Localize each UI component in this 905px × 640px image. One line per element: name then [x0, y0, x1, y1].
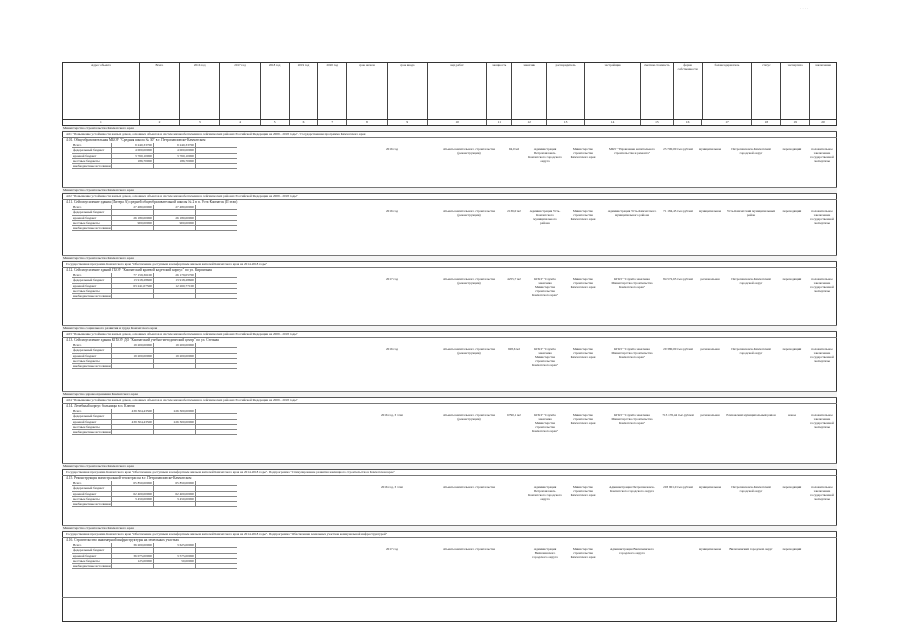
- manager-cell: Министерство строительства Камчатского края: [570, 148, 596, 159]
- customer-cell: Администрация Петропавловск-Камчатского городского округа: [528, 148, 562, 163]
- status-cell: переходящий: [782, 148, 802, 151]
- finance-year-value: 19 200,00000: [154, 354, 196, 358]
- finance-row: [72, 364, 237, 369]
- finance-year-value: 4 000,00000: [154, 148, 196, 152]
- finance-label: местные бюджеты: [72, 497, 112, 501]
- column-number: 20: [821, 120, 825, 124]
- finance-label: федеральный бюджет: [72, 210, 112, 214]
- finance-year-value: 9 240,33700: [154, 143, 196, 147]
- program-title: Государственная программа Камчатского края "Обеспечение доступным и комфортным жильем жителей Камчатского края на 2014-2018 годы". Подпрограмма "Обеспечение земельных участков коммунальной инфраструктурой": [62, 532, 837, 538]
- ownership-cell: муниципальная: [699, 548, 721, 551]
- ownership-cell: муниципальная: [699, 148, 721, 151]
- customer-cell: КГКУ "Служба заказчика Министерства строительства Камчатского края": [531, 348, 559, 367]
- finance-total: [112, 425, 154, 429]
- finance-total: [112, 414, 154, 418]
- finance-total: [112, 430, 154, 434]
- finance-total: 77 159,36100: [112, 273, 154, 277]
- finance-label: Всего: [72, 273, 112, 277]
- finance-year-value: 226 300,00000: [154, 409, 196, 413]
- capacity-cell: 6790,1 м2: [507, 414, 521, 417]
- conclusion-cell: положительное заключение государственной экспертизы: [810, 210, 834, 225]
- column-number: 17: [702, 120, 752, 125]
- ownership-cell: региональная: [700, 278, 720, 281]
- work-type-cell: объекты капитального строительства: [442, 486, 496, 489]
- finance-year-value: 62 400,00000: [154, 492, 196, 496]
- finance-row: [72, 226, 237, 231]
- year-cell: 2016 год: [386, 348, 398, 351]
- builder-cell: Администрация Вилючинского городского округа: [610, 548, 654, 555]
- finance-label: внебюджетные источники: [73, 294, 111, 299]
- finance-total: [112, 548, 154, 552]
- finance-label: местные бюджеты: [72, 559, 112, 563]
- finance-total: [112, 502, 154, 506]
- cost-cell: 713 176,44 тыс.рублей: [662, 414, 694, 417]
- finance-label: Всего: [72, 205, 112, 209]
- manager-cell: Министерство строительства Камчатского края: [570, 548, 596, 559]
- object-title: 4.15. Реконструкция магистральной теплотрассы в г. Петропавловске-Камчатском: [66, 476, 192, 480]
- builder-cell: Администрация Петропавловск-Камчатского городского округа: [609, 486, 655, 493]
- finance-total: [112, 210, 154, 214]
- ownership-cell: региональная: [700, 414, 720, 417]
- finance-label: федеральный бюджет: [72, 548, 112, 552]
- column-number: 7: [318, 120, 347, 125]
- cost-cell: 71 184,45 тыс.рублей: [663, 210, 693, 213]
- finance-table: [72, 343, 237, 369]
- ownership-cell: муниципальная: [699, 210, 721, 213]
- finance-label: местные бюджеты: [72, 221, 112, 225]
- column-number: 9: [388, 120, 428, 125]
- section-title: Министерство социального развития и труда Камчатского края: [62, 326, 837, 332]
- finance-row: [72, 294, 237, 299]
- corner-stamp-ink: · · · ·: [800, 6, 809, 11]
- column-number: 1: [63, 120, 140, 125]
- cost-cell: 29 380,00 тыс.рублей: [663, 348, 693, 351]
- manager-cell: Министерство строительства Камчатского края: [570, 210, 596, 221]
- finance-table: [72, 409, 237, 435]
- customer-cell: Администрация Усть-Камчатского муниципального района: [529, 210, 561, 225]
- finance-label: Всего: [72, 481, 112, 485]
- finance-label: внебюджетные источники: [73, 564, 111, 569]
- conclusion-cell: положительное заключение государственной экспертизы: [810, 148, 834, 163]
- finance-total: 13 918,28600: [112, 278, 154, 282]
- year-cell: 2016 год, 3 этап: [380, 486, 404, 489]
- customer-cell: Администрация Вилючинского городского округа: [532, 548, 558, 559]
- section-block: [62, 392, 837, 464]
- finance-total: [112, 564, 154, 568]
- finance-label: внебюджетные источники: [73, 502, 111, 507]
- section-title: Министерство здравоохранения Камчатского края: [62, 392, 837, 398]
- finance-year-value: [154, 294, 196, 298]
- column-number: 6: [290, 120, 319, 125]
- year-cell: 2016 год: [386, 210, 398, 213]
- section-title: Министерство строительства Камчатского края: [62, 464, 837, 470]
- program-title: Государственная программа Камчатского края "Обеспечение доступным и комфортным жильем жителей Камчатского края на 2014-2018 годы". Подпрограмма "Стимулирование развития жилищного строительства в Камчатском крае": [62, 470, 837, 476]
- finance-label: Всего: [72, 143, 112, 147]
- status-cell: переходящий: [782, 548, 802, 551]
- header-cell: заказчик: [512, 63, 547, 119]
- cost-cell: 203 901,0 тыс.рублей: [663, 486, 693, 489]
- finance-total: [112, 289, 154, 293]
- manager-cell: Министерство строительства Камчатского края: [570, 278, 596, 289]
- work-type-cell: объекты капитального строительства (реконструкции): [442, 210, 496, 217]
- section-title: Министерство строительства Камчатского края: [62, 256, 837, 262]
- header-cell: форма собственности: [674, 63, 703, 119]
- finance-table: [72, 205, 237, 231]
- cost-cell: 25 700,00 тыс.рублей: [663, 148, 693, 151]
- holder-cell: Петропавловск-Камчатский городской округ: [731, 148, 771, 155]
- finance-total: [112, 359, 154, 363]
- finance-total: 125,00000: [112, 559, 154, 563]
- header-cell: мощность: [487, 63, 512, 119]
- column-number: 18: [752, 120, 781, 125]
- finance-total: [112, 294, 154, 298]
- finance-label: внебюджетные источники: [73, 164, 111, 169]
- finance-year-value: [154, 430, 196, 434]
- finance-year-value: [154, 425, 196, 429]
- work-type-cell: объекты капитального строительства (реконструкции): [442, 348, 496, 355]
- finance-total: 186,70000: [112, 159, 154, 163]
- finance-label: местные бюджеты: [72, 359, 112, 363]
- finance-label: Всего: [72, 543, 112, 547]
- finance-total: 3 450,00000: [112, 497, 154, 501]
- finance-year-value: [154, 564, 196, 568]
- finance-label: краевой бюджет: [72, 420, 112, 424]
- column-number: 10: [428, 120, 488, 125]
- finance-row: [72, 502, 237, 507]
- finance-label: краевой бюджет: [72, 554, 112, 558]
- header-cell: статус: [752, 63, 781, 119]
- finance-total: 65 850,00000: [112, 481, 154, 485]
- finance-total: 36 075,00000: [112, 554, 154, 558]
- header-cell: 2018 год: [261, 63, 290, 119]
- finance-year-value: 65 850,00000: [154, 481, 196, 485]
- header-cell: срок ввода: [388, 63, 428, 119]
- status-cell: переходящий: [782, 210, 802, 213]
- finance-total: 439 304,43500: [112, 409, 154, 413]
- finance-year-value: 3 450,00000: [154, 497, 196, 501]
- finance-year-value: 900,00000: [154, 221, 196, 225]
- ownership-cell: региональная: [700, 348, 720, 351]
- status-cell: переходящий: [782, 348, 802, 351]
- finance-table: [72, 143, 237, 169]
- holder-cell: Вилючинский городской округ: [729, 548, 773, 551]
- capacity-cell: 4255,7 м2: [507, 278, 521, 281]
- column-number: 14: [585, 120, 641, 125]
- conclusion-cell: положительное заключение государственной экспертизы: [810, 278, 834, 293]
- finance-year-value: 3 625,00000: [154, 543, 196, 547]
- builder-cell: КГКУ "Служба заказчика Министерства строительства Камчатского края": [611, 278, 653, 289]
- year-cell: 2016 год: [386, 148, 398, 151]
- ownership-cell: муниципальная: [699, 486, 721, 489]
- column-number: 19: [781, 120, 810, 125]
- object-title: 4.14. Лечебный корпус больницы в п. Ключи: [66, 404, 135, 408]
- year-cell: 2017 год: [386, 548, 398, 551]
- header-cell: застройщик: [585, 63, 641, 119]
- finance-year-value: [154, 210, 196, 214]
- finance-total: 9 240,33700: [112, 143, 154, 147]
- finance-year-value: 186,70000: [154, 159, 196, 163]
- header-cell: 2020 год: [318, 63, 347, 119]
- finance-total: 36 200,00000: [112, 543, 154, 547]
- builder-cell: КГКУ "Служба заказчика Министерства строительства Камчатского края": [611, 414, 653, 425]
- finance-label: федеральный бюджет: [72, 414, 112, 418]
- finance-row: [72, 564, 237, 569]
- finance-year-value: [154, 359, 196, 363]
- column-number: 11: [487, 120, 512, 125]
- finance-year-value: 19 200,00000: [154, 343, 196, 347]
- section-block: [62, 326, 837, 392]
- finance-table: [72, 543, 237, 569]
- object-title: 4.01. Общеобразовательная МБОУ "Средняя школа № 30" в г. Петропавловске-Камчатском: [66, 138, 206, 142]
- finance-year-value: [154, 502, 196, 506]
- manager-cell: Министерство строительства Камчатского края: [570, 414, 596, 425]
- finance-total: 63 241,07500: [112, 284, 154, 288]
- finance-year-value: [154, 486, 196, 490]
- finance-table: [72, 481, 237, 507]
- customer-cell: КГКУ "Служба заказчика Министерства строительства Камчатского края": [531, 414, 559, 433]
- holder-cell: Петропавловск-Камчатский городской округ: [731, 486, 771, 493]
- header-cell: 2016 год: [180, 63, 220, 119]
- column-number: 4: [220, 120, 260, 125]
- customer-cell: Администрация Петропавловск-Камчатского городского округа: [528, 486, 562, 501]
- finance-total: 19 200,00000: [112, 354, 154, 358]
- work-type-cell: объекты капитального строительства (реконструкции): [442, 148, 496, 155]
- header-cell: распорядитель: [547, 63, 585, 119]
- finance-total: [112, 486, 154, 490]
- section-block: [62, 464, 837, 526]
- object-title: 4.13. Сейсмоусиление здания КГБОУ ДО "Камчатский учебно-методический центр" по ул. Степная: [66, 338, 219, 342]
- finance-label: краевой бюджет: [72, 492, 112, 496]
- finance-year-value: [154, 348, 196, 352]
- finance-total: 62 400,00000: [112, 492, 154, 496]
- manager-cell: Министерство строительства Камчатского края: [570, 486, 596, 497]
- finance-year-value: [154, 226, 196, 230]
- finance-label: федеральный бюджет: [72, 486, 112, 490]
- column-number: 16: [674, 120, 703, 125]
- status-cell: новое: [787, 414, 797, 417]
- finance-label: краевой бюджет: [72, 216, 112, 220]
- finance-label: краевой бюджет: [72, 284, 112, 288]
- finance-label: краевой бюджет: [72, 154, 112, 158]
- column-number: 12: [512, 120, 547, 125]
- cost-cell: 84 572,65 тыс.рублей: [663, 278, 693, 281]
- capacity-cell: 94,0 м2: [508, 148, 520, 151]
- finance-total: [112, 226, 154, 230]
- conclusion-cell: положительное заключение государственной экспертизы: [810, 414, 834, 429]
- finance-label: Всего: [72, 409, 112, 413]
- finance-year-value: 26 180,00000: [154, 216, 196, 220]
- object-title: 4.16. Строительство инженерной инфраструктуры на земельных участках: [66, 538, 180, 542]
- program-title: 4.02 "Повышение устойчивости жилых домов, основных объектов и систем жизнеобеспечения в сейсмических районах Российской Федерации на 2009 - 2018 годы": [62, 194, 837, 200]
- header-cell: 2017 год: [220, 63, 260, 119]
- finance-year-value: [154, 364, 196, 368]
- finance-total: 900,00000: [112, 221, 154, 225]
- finance-year-value: 26 179,05700: [154, 273, 196, 277]
- finance-year-value: [154, 414, 196, 418]
- column-number: 15: [641, 120, 674, 125]
- work-type-cell: объекты капитального строительства (реконструкции): [442, 278, 496, 285]
- finance-year-value: 3 575,00000: [154, 554, 196, 558]
- finance-row: [72, 430, 237, 435]
- finance-table: [72, 273, 237, 299]
- program-title: Государственная программа Камчатского края "Обеспечение доступным и комфортным жильем жителей Камчатского края на 2014-2018 годы": [62, 262, 837, 268]
- finance-year-value: 3 760,10000: [154, 154, 196, 158]
- builder-cell: Администрация Усть-Камчатского муниципального района: [607, 210, 657, 217]
- program-title: 4.04 "Повышение устойчивости жилых домов, основных объектов и систем жизнеобеспечения в сейсмических районах Российской Федерации на 2009 - 2018 годы": [62, 398, 837, 404]
- finance-year-value: 226 300,00000: [154, 420, 196, 424]
- table-header: [62, 62, 837, 120]
- header-cell: сметная стоимость: [641, 63, 674, 119]
- work-type-cell: объекты капитального строительства (реконструкции): [442, 414, 496, 421]
- finance-year-value: 13 918,28600: [154, 278, 196, 282]
- finance-label: федеральный бюджет: [72, 278, 112, 282]
- builder-cell: МКУ "Управление капитального строительства и ремонта": [609, 148, 655, 155]
- finance-total: [112, 164, 154, 168]
- capacity-cell: 2136,0 м2: [507, 210, 521, 213]
- finance-label: местные бюджеты: [72, 425, 112, 429]
- header-cell: Всего: [140, 63, 180, 119]
- finance-total: 3 760,10000: [112, 154, 154, 158]
- column-number: 2: [140, 120, 180, 125]
- finance-year-value: 12 260,77100: [154, 284, 196, 288]
- finance-year-value: [154, 548, 196, 552]
- finance-label: внебюджетные источники: [73, 430, 111, 435]
- header-cell: Адрес объекта: [63, 63, 140, 119]
- conclusion-cell: [808, 548, 836, 594]
- finance-year-value: 27 480,00000: [154, 205, 196, 209]
- finance-total: 4 000,00000: [112, 148, 154, 152]
- status-cell: переходящий: [782, 486, 802, 489]
- header-cell: вид работ: [428, 63, 487, 119]
- holder-cell: Петропавловск-Камчатский городской округ: [731, 278, 771, 285]
- section-block: [62, 126, 837, 188]
- header-cell: балансодержатель: [703, 63, 753, 119]
- program-title: 4.03 "Повышение устойчивости жилых домов, основных объектов и систем жизнеобеспечения в сейсмических районах Российской Федерации на 2009 - 2018 годы": [62, 332, 837, 338]
- finance-row: [72, 164, 237, 169]
- finance-label: федеральный бюджет: [72, 348, 112, 352]
- work-type-cell: объекты капитального строительства: [442, 548, 496, 551]
- column-number: 13: [547, 120, 585, 125]
- header-cell: экспертиза: [781, 63, 810, 119]
- section-title: Министерство строительства Камчатского края: [62, 188, 837, 194]
- conclusion-cell: положительное заключение государственной экспертизы: [810, 348, 834, 363]
- finance-total: 27 480,00000: [112, 205, 154, 209]
- finance-label: внебюджетные источники: [73, 226, 111, 231]
- finance-total: [112, 348, 154, 352]
- finance-total: 19 200,00000: [112, 343, 154, 347]
- header-cell: срок начала: [347, 63, 387, 119]
- section-block: [62, 188, 837, 256]
- year-cell: 2017 год: [386, 278, 398, 281]
- section-title: Министерство строительства Камчатского края: [62, 126, 837, 132]
- column-number: 3: [180, 120, 220, 125]
- header-cell: 2019 год: [290, 63, 319, 119]
- finance-total: 26 180,00000: [112, 216, 154, 220]
- holder-cell: Усть-Камчатский муниципальный район: [726, 210, 776, 217]
- section-title: Министерство строительства Камчатского края: [62, 526, 837, 532]
- finance-label: Всего: [72, 343, 112, 347]
- column-number: 5: [261, 120, 290, 125]
- year-cell: 2016 год, 3 этап: [380, 414, 404, 417]
- conclusion-cell: положительное заключение государственной экспертизы: [810, 486, 834, 501]
- program-title: 4.01 "Повышение устойчивости жилых домов, основных объектов и систем жизнеобеспечения в сейсмических районах Российской Федерации на 2009 - 2018 годы" / Государственная программа Камчатского края: [62, 132, 837, 138]
- finance-total: [112, 364, 154, 368]
- capacity-cell: 928,6 м2: [508, 348, 520, 351]
- cost-cell: [662, 548, 694, 594]
- column-number: 8: [347, 120, 387, 125]
- finance-label: местные бюджеты: [72, 289, 112, 293]
- holder-cell: Елизовский муниципальный район: [726, 414, 776, 417]
- status-cell: переходящий: [782, 278, 802, 281]
- object-title: 4.12. Сейсмоусиление зданий ГБОУ "Камчатский краевой кадетский корпус" по ул. Кирпичная: [66, 268, 212, 272]
- capacity-cell: [502, 548, 526, 594]
- finance-year-value: [154, 289, 196, 293]
- section-block: [62, 526, 837, 598]
- finance-year-value: [154, 164, 196, 168]
- manager-cell: Министерство строительства Камчатского края: [570, 348, 596, 359]
- capacity-cell: [502, 486, 526, 522]
- finance-label: местные бюджеты: [72, 159, 112, 163]
- section-block: [62, 256, 837, 326]
- builder-cell: КГКУ "Служба заказчика Министерства строительства Камчатского края": [611, 348, 653, 359]
- object-title: 4.11. Сейсмоусиление здания (Литера А) средней общеобразовательной школы № 2 в п. Усть-Камчатск (II этап): [66, 200, 238, 204]
- finance-label: федеральный бюджет: [72, 148, 112, 152]
- header-cell: заключение: [815, 63, 831, 67]
- finance-year-value: 50,00000: [154, 559, 196, 563]
- finance-total: 439 304,43500: [112, 420, 154, 424]
- section-divider: [62, 597, 837, 598]
- customer-cell: КГКУ "Служба заказчика Министерства строительства Камчатского края": [531, 278, 559, 297]
- holder-cell: Петропавловск-Камчатский городской округ: [731, 348, 771, 355]
- finance-label: краевой бюджет: [72, 354, 112, 358]
- finance-label: внебюджетные источники: [73, 364, 111, 369]
